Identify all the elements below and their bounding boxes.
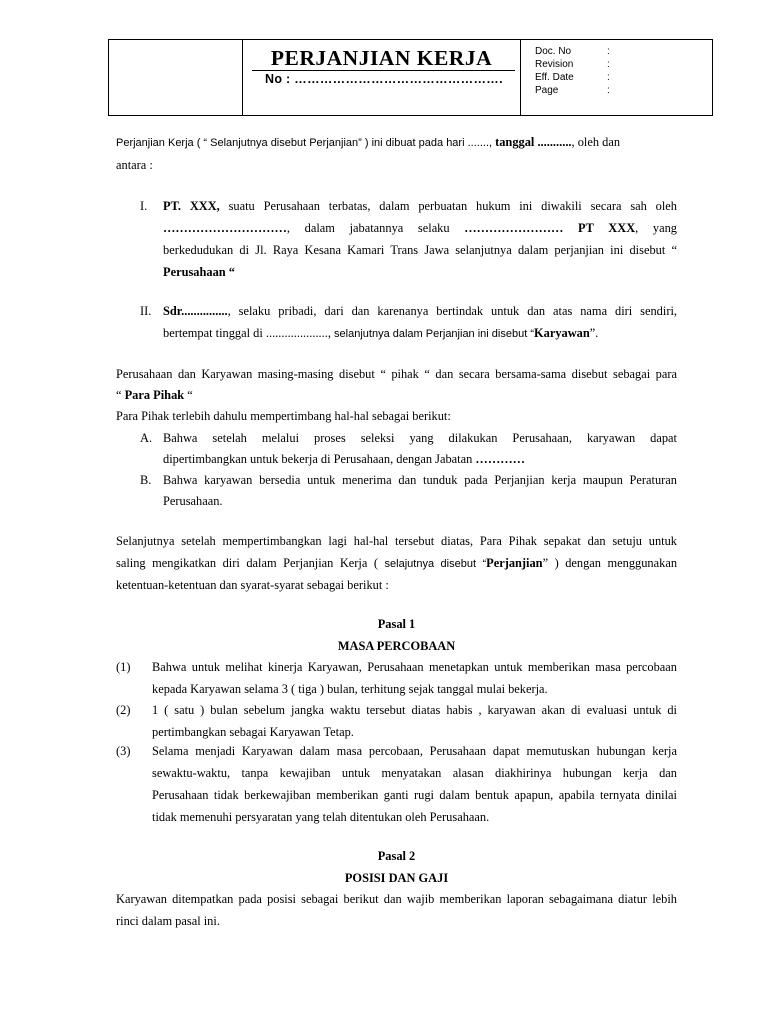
party-1-line-3: berkedudukan di Jl. Raya Kesana Kamari Trans Jawa selanjutnya dalam perjanjian ini disebut “ [163,243,677,257]
pasal-2-title: POSISI DAN GAJI [344,871,449,885]
pasal-1-item-1-line-1: Bahwa untuk melihat kinerja Karyawan, Perusahaan menetapkan untuk memberikan masa percobaan [152,660,677,674]
document-title: PERJANJIAN KERJA [270,46,493,70]
consideration-a-line-2: dipertimbangkan untuk bekerja di Perusahaan, dengan Jabatan ………… [163,452,525,466]
consideration-b-line-2: Perusahaan. [163,494,223,508]
title-underline [252,70,515,71]
meta-page: Page : [535,85,610,96]
para-pihak-line-1: Perusahaan dan Karyawan masing-masing disebut “ pihak “ dan secara bersama-sama disebut sebagai para [116,367,677,381]
pasal-1-item-3-line-1: Selama menjadi Karyawan dalam masa percobaan, Perusahaan dapat memutuskan hubungan kerja [152,744,677,758]
pasal-1-item-2-line-1: 1 ( satu ) bulan sebelum jangka waktu tersebut diatas habis , karyawan akan di evaluasi untuk di [152,703,677,717]
party-2-label: II. [140,304,152,318]
agreement-line-1: Selanjutnya setelah mempertimbangkan lagi hal-hal tersebut diatas, Para Pihak sepakat dan setuju untuk [116,534,677,548]
pasal-1-item-3-label: (3) [116,744,131,758]
pasal-2-line-2: rinci dalam pasal ini. [116,914,220,928]
party-2-line-1: Sdr..............., selaku pribadi, dari dan karenanya bertindak untuk dan atas nama diri sendiri, [163,304,677,318]
pasal-1-item-3-line-3: Perusahaan tidak berkewajiban memberikan ganti rugi dalam bentuk apapun, apabila ternyata dinilai [152,788,677,802]
consideration-a-line-1: Bahwa setelah melalui proses seleksi yang dilakukan Perusahaan, karyawan dapat [163,431,677,445]
agreement-line-3: ketentuan-ketentuan dan syarat-syarat sebagai berikut : [116,578,389,592]
agreement-line-2: saling mengikatkan diri dalam Perjanjian Kerja ( selajutnya disebut “Perjanjian” ) dengan menggunakan [116,556,678,570]
title-cell [242,40,521,115]
party-1-line-2: …………………………, dalam jabatannya selaku …………………… PT XXX, yang [163,221,677,235]
consideration-b-label: B. [140,473,152,487]
consideration-a-label: A. [140,431,153,445]
intro-line-2: antara : [116,158,153,172]
meta-doc-no: Doc. No : [535,46,610,57]
party-2-line-2: bertempat tinggal di ...................., selanjutnya dalam Perjanjian ini disebut “Karyawan”. [163,326,599,340]
party-1-label: I. [140,199,148,213]
party-1-line-4: Perusahaan “ [163,265,235,279]
document-header [108,39,713,116]
pasal-1-item-3-line-2: sewaktu-waktu, tanpa kewajiban untuk menyatakan alasan diakhirinya hubungan kerja dan [152,766,677,780]
intro-line-1: Perjanjian Kerja ( “ Selanjutnya disebut Perjanjian” ) ini dibuat pada hari ......., tanggal ..........., oleh dan [116,135,621,149]
pasal-1-item-1-line-2: kepada Karyawan selama 3 ( tiga ) bulan, terhitung sejak tanggal mulai bekerja. [152,682,548,696]
pasal-1-title: MASA PERCOBAAN [337,639,456,653]
pasal-1-item-3-line-4: tidak memenuhi persyaratan yang telah ditentukan oleh Perusahaan. [152,810,490,824]
pasal-1-number: Pasal 1 [377,617,416,631]
pasal-2-number: Pasal 2 [377,849,416,863]
pasal-2-line-1: Karyawan ditempatkan pada posisi sebagai berikut dan wajib memberikan laporan sebagaimana diatur lebih [116,892,677,906]
para-pihak-line-3: Para Pihak terlebih dahulu mempertimbang hal-hal sebagai berikut: [116,409,451,423]
pasal-1-item-2-label: (2) [116,703,131,717]
meta-eff-date: Eff. Date : [535,72,610,83]
consideration-b-line-1: Bahwa karyawan bersedia untuk menerima dan tunduk pada Perjanjian kerja maupun Peraturan [163,473,677,487]
pasal-1-item-1-label: (1) [116,660,131,674]
pasal-1-item-2-line-2: pertimbangkan sebagai Karyawan Tetap. [152,725,354,739]
document-number: No : …………………………………………. [265,72,503,86]
meta-revision: Revision : [535,59,610,70]
party-1-line-1: PT. XXX, suatu Perusahaan terbatas, dalam perbuatan hukum ini diwakili secara sah oleh [163,199,677,213]
para-pihak-line-2: “ Para Pihak “ [116,388,193,402]
document-meta [535,45,685,97]
